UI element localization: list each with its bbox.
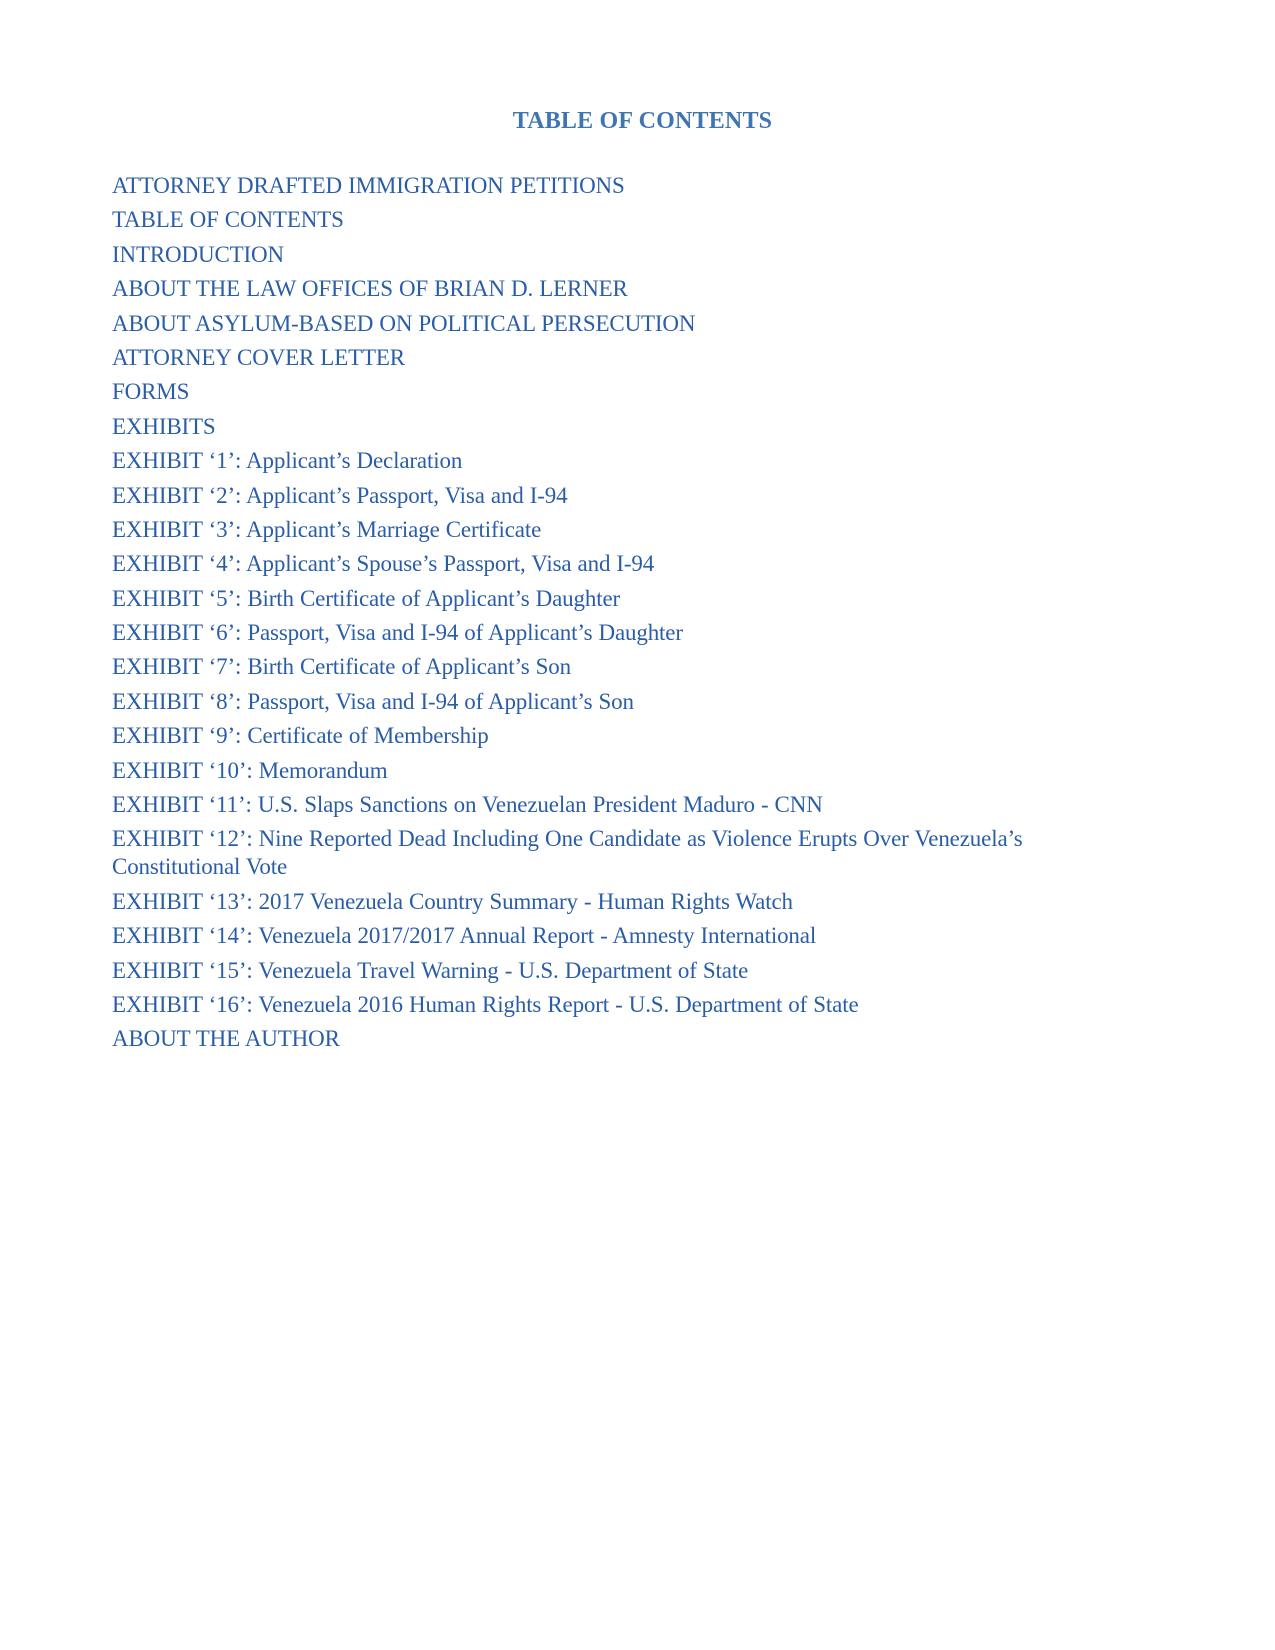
toc-link-exhibit-16[interactable]: EXHIBIT ‘16’: Venezuela 2016 Human Rights Report - U.S. Department of State xyxy=(112,991,859,1017)
toc-link-exhibits[interactable]: EXHIBITS xyxy=(112,413,216,439)
toc-link-exhibit-4[interactable]: EXHIBIT ‘4’: Applicant’s Spouse’s Passport, Visa and I-94 xyxy=(112,551,655,577)
toc-link-about-law-offices[interactable]: ABOUT THE LAW OFFICES OF BRIAN D. LERNER xyxy=(112,276,628,302)
toc-link-exhibit-12[interactable]: EXHIBIT ‘12’: Nine Reported Dead Including One Candidate as Violence Erupts Over Venezuela’s Constitutional Vote xyxy=(112,826,1023,880)
toc-link-exhibit-13[interactable]: EXHIBIT ‘13’: 2017 Venezuela Country Summary - Human Rights Watch xyxy=(112,888,793,914)
toc-link-table-of-contents[interactable]: TABLE OF CONTENTS xyxy=(112,207,344,233)
toc-link-about-the-author[interactable]: ABOUT THE AUTHOR xyxy=(112,1026,340,1052)
toc-link-forms[interactable]: FORMS xyxy=(112,379,190,405)
toc-link-attorney-cover-letter[interactable]: ATTORNEY COVER LETTER xyxy=(112,344,405,370)
toc-list xyxy=(112,172,1112,1060)
toc-link-exhibit-15[interactable]: EXHIBIT ‘15’: Venezuela Travel Warning - U.S. Department of State xyxy=(112,957,749,983)
toc-link-about-asylum[interactable]: ABOUT ASYLUM-BASED ON POLITICAL PERSECUTION xyxy=(112,310,696,336)
toc-link-exhibit-9[interactable]: EXHIBIT ‘9’: Certificate of Membership xyxy=(112,723,489,749)
toc-link-exhibit-10[interactable]: EXHIBIT ‘10’: Memorandum xyxy=(112,757,388,783)
toc-link-exhibit-11[interactable]: EXHIBIT ‘11’: U.S. Slaps Sanctions on Venezuelan President Maduro - CNN xyxy=(112,792,823,818)
page-title: TABLE OF CONTENTS xyxy=(512,108,773,134)
toc-link-exhibit-3[interactable]: EXHIBIT ‘3’: Applicant’s Marriage Certificate xyxy=(112,516,542,542)
toc-link-attorney-drafted-immigration-petitions[interactable]: ATTORNEY DRAFTED IMMIGRATION PETITIONS xyxy=(112,173,625,198)
toc-link-exhibit-5[interactable]: EXHIBIT ‘5’: Birth Certificate of Applicant’s Daughter xyxy=(112,585,621,611)
toc-link-exhibit-8[interactable]: EXHIBIT ‘8’: Passport, Visa and I-94 of Applicant’s Son xyxy=(112,688,634,714)
toc-link-exhibit-1[interactable]: EXHIBIT ‘1’: Applicant’s Declaration xyxy=(112,448,463,474)
toc-link-exhibit-7[interactable]: EXHIBIT ‘7’: Birth Certificate of Applicant’s Son xyxy=(112,654,571,680)
toc-link-exhibit-14[interactable]: EXHIBIT ‘14’: Venezuela 2017/2017 Annual Report - Amnesty International xyxy=(112,923,817,949)
toc-link-introduction[interactable]: INTRODUCTION xyxy=(112,241,284,267)
toc-link-exhibit-2[interactable]: EXHIBIT ‘2’: Applicant’s Passport, Visa and I-94 xyxy=(112,482,568,508)
toc-link-exhibit-6[interactable]: EXHIBIT ‘6’: Passport, Visa and I-94 of Applicant’s Daughter xyxy=(112,620,683,646)
